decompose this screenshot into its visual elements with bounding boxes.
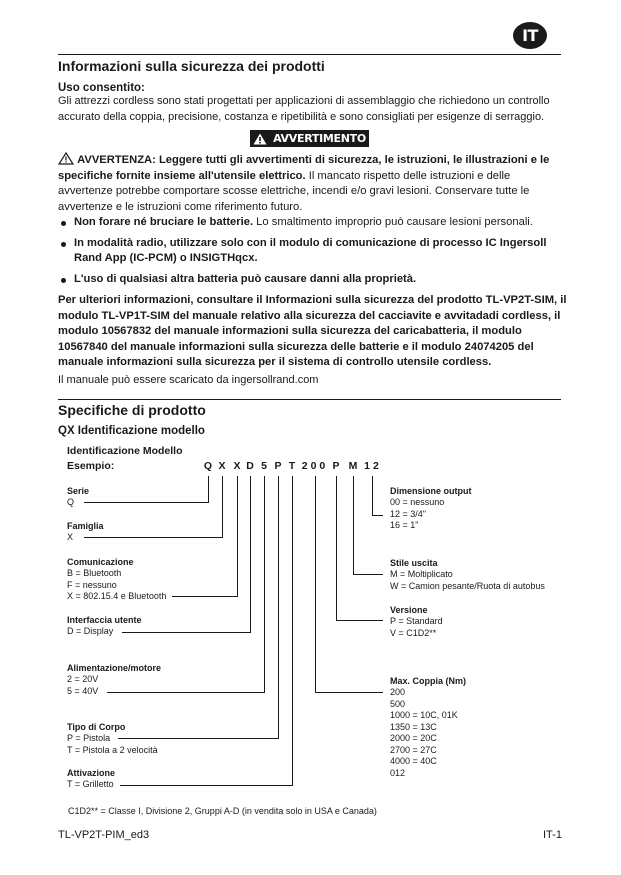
legend-title: Max. Coppia (Nm) [390,676,467,686]
intended-use-heading: Uso consentito: [58,82,145,94]
warning-outline-icon [58,152,74,165]
warning-banner-label: AVVERTIMENTO [273,132,366,145]
footer-page-number: IT-1 [543,829,562,841]
section-divider [58,54,561,55]
connector-line [278,476,279,739]
connector-line [353,476,354,575]
legend-title: Comunicazione [67,557,134,567]
legend-title: Serie [67,486,90,496]
legend-value: 4000 = 40C [390,756,437,766]
bullet-item [58,215,568,231]
footnote: C1D2** = Classe I, Divisione 2, Gruppi A-D (in vendita solo in USA e Canada) [68,806,377,816]
legend-value: 2000 = 20C [390,733,437,743]
legend-title: Interfaccia utente [67,615,142,625]
bullet-bold: Non forare né bruciare le batterie. [74,216,254,228]
code-comunicazione: X [233,460,241,472]
bullet-dot-icon [61,221,66,226]
code-famiglia: X [218,460,226,472]
legend-value: B = Bluetooth [67,568,122,578]
legend-tipo-corpo [67,722,158,756]
legend-attivazione [67,768,115,791]
legend-value: 1350 = 13C [390,721,437,732]
warning-triangle-icon [253,133,267,145]
footer-doc-id: TL-VP2T-PIM_ed3 [58,829,150,841]
legend-title: Alimentazione/motore [67,663,162,673]
legend-value: T = Grilletto [67,779,114,789]
legend-famiglia [67,521,104,544]
connector-line [336,620,383,621]
code-coppia: 200 [301,460,329,472]
legend-value: T = Pistola a 2 velocità [67,744,158,755]
connector-line [208,476,209,503]
legend-comunicazione [67,557,166,603]
code-serie: Q [203,460,213,472]
download-note: Il manuale può essere scaricato da ingersollrand.com [58,374,319,386]
legend-value: V = C1D2** [390,627,437,638]
legend-value: 5 = 40V [67,685,99,696]
legend-alimentazione [67,663,161,697]
more-info-paragraph: Per ulteriori informazioni, consultare il Informazioni sulla sicurezza del prodotto TL-VP2T-SIM, il modulo TL-VP1T-SIM del manuale relativo alla sicurezza del cacciavite e avvitadadi cordless, il modulo 10567832 del manuale informazioni sulla sicurezza del caricabatteria, il modulo 10567840 del manuale informazioni sulla sicurezza delle batterie e il modulo 24074205 del manuale informazioni sulla sicurezza per il sistema di controllo utensile cordless. [58,294,567,368]
legend-value: 2 = 20V [67,674,99,684]
safety-title: Informazioni sulla sicurezza dei prodotti [58,58,325,74]
legend-title: Attivazione [67,768,116,778]
legend-value: 12 = 3/4" [390,508,426,519]
model-id-label: Identificazione Modello [67,445,183,457]
code-attivazione: T [288,460,296,472]
bullet-dot-icon [61,278,66,283]
connector-line [250,476,251,633]
connector-line [264,476,265,693]
intended-use-text: Gli attrezzi cordless sono stati progettati per applicazioni di assemblaggio che richiedono un controllo accurato della coppia, precisione, costanza e ripetibilità e sono consigliati per esigenze di serraggio. [58,95,550,123]
legend-value: D = Display [67,626,114,636]
bullet-item [58,272,568,288]
language-badge: IT [513,22,547,49]
legend-value: P = Pistola [67,733,111,743]
legend-value: 200 [390,687,406,697]
legend-title: Versione [390,605,428,615]
code-dimensione: 12 [364,460,382,472]
code-tipo-corpo: P [274,460,282,472]
section-divider [58,399,561,400]
legend-interfaccia [67,615,142,638]
warning-banner [250,130,369,147]
connector-line [222,476,223,538]
legend-title: Famiglia [67,521,104,531]
connector-line [84,502,209,503]
connector-line [372,515,383,516]
legend-value: 500 [390,698,406,709]
connector-line [84,537,223,538]
legend-title: Dimensione output [390,486,472,496]
legend-max-coppia [390,676,466,779]
bullet-bold: L'uso di qualsiasi altra batteria può causare danni alla proprietà. [74,272,417,285]
code-alimentazione: 5 [261,460,267,472]
legend-value: 012 [390,767,406,778]
legend-dimensione-output [390,486,472,532]
legend-value: 1000 = 10C, 01K [390,710,458,720]
connector-line [237,476,238,597]
legend-stile-uscita [390,558,545,592]
legend-value: 00 = nessuno [390,497,445,507]
connector-line [353,574,383,575]
bullet-item [58,236,568,267]
legend-title: Tipo di Corpo [67,722,126,732]
code-stile: M [348,460,358,472]
bullet-bold: In modalità radio, utilizzare solo con il modulo di comunicazione di processo IC Ingersoll Rand App (IC-PCM) o INSIGTHqcx. [74,236,547,264]
connector-line [336,476,337,621]
connector-line [315,692,383,693]
example-label: Esempio: [67,460,115,472]
code-versione: P [332,460,340,472]
legend-value: F = nessuno [67,579,117,590]
connector-line [292,476,293,786]
bullet-dot-icon [61,242,66,247]
warning-normal-text: Il mancato rispetto delle istruzioni e delle avvertenze potrebbe comportare scosse elettriche, incendi e/o gravi lesioni. Conservare tutte le avvertenze e le istruzioni come riferimento futuro. [58,169,530,213]
legend-value: X [67,532,74,542]
legend-serie [67,486,89,509]
connector-line [120,785,293,786]
legend-value: 16 = 1" [390,520,419,530]
legend-value: Q [67,497,75,507]
legend-versione [390,605,443,639]
warning-paragraph [58,152,568,215]
legend-value: M = Moltiplicato [390,569,453,579]
bullet-normal: Lo smaltimento improprio può causare lesioni personali. [253,216,533,228]
connector-line [372,476,373,516]
code-interfaccia: D [246,460,254,472]
specs-subtitle: QX Identificazione modello [58,425,205,437]
legend-value: P = Standard [390,616,443,626]
warning-bold-text: AVVERTENZA: Leggere tutti gli avvertimenti di sicurezza, le istruzioni, le illustrazioni e le specifiche fornite insieme all'utensile elettrico. [58,154,550,182]
connector-line [315,476,316,693]
safety-bullet-list [58,215,568,292]
legend-title: Stile uscita [390,558,438,568]
legend-value: X = 802.15.4 e Bluetooth [67,591,167,601]
specs-title: Specifiche di prodotto [58,402,206,418]
connector-line [172,596,238,597]
legend-value: 2700 = 27C [390,744,437,755]
legend-value: W = Camion pesante/Ruota di autobus [390,580,545,591]
